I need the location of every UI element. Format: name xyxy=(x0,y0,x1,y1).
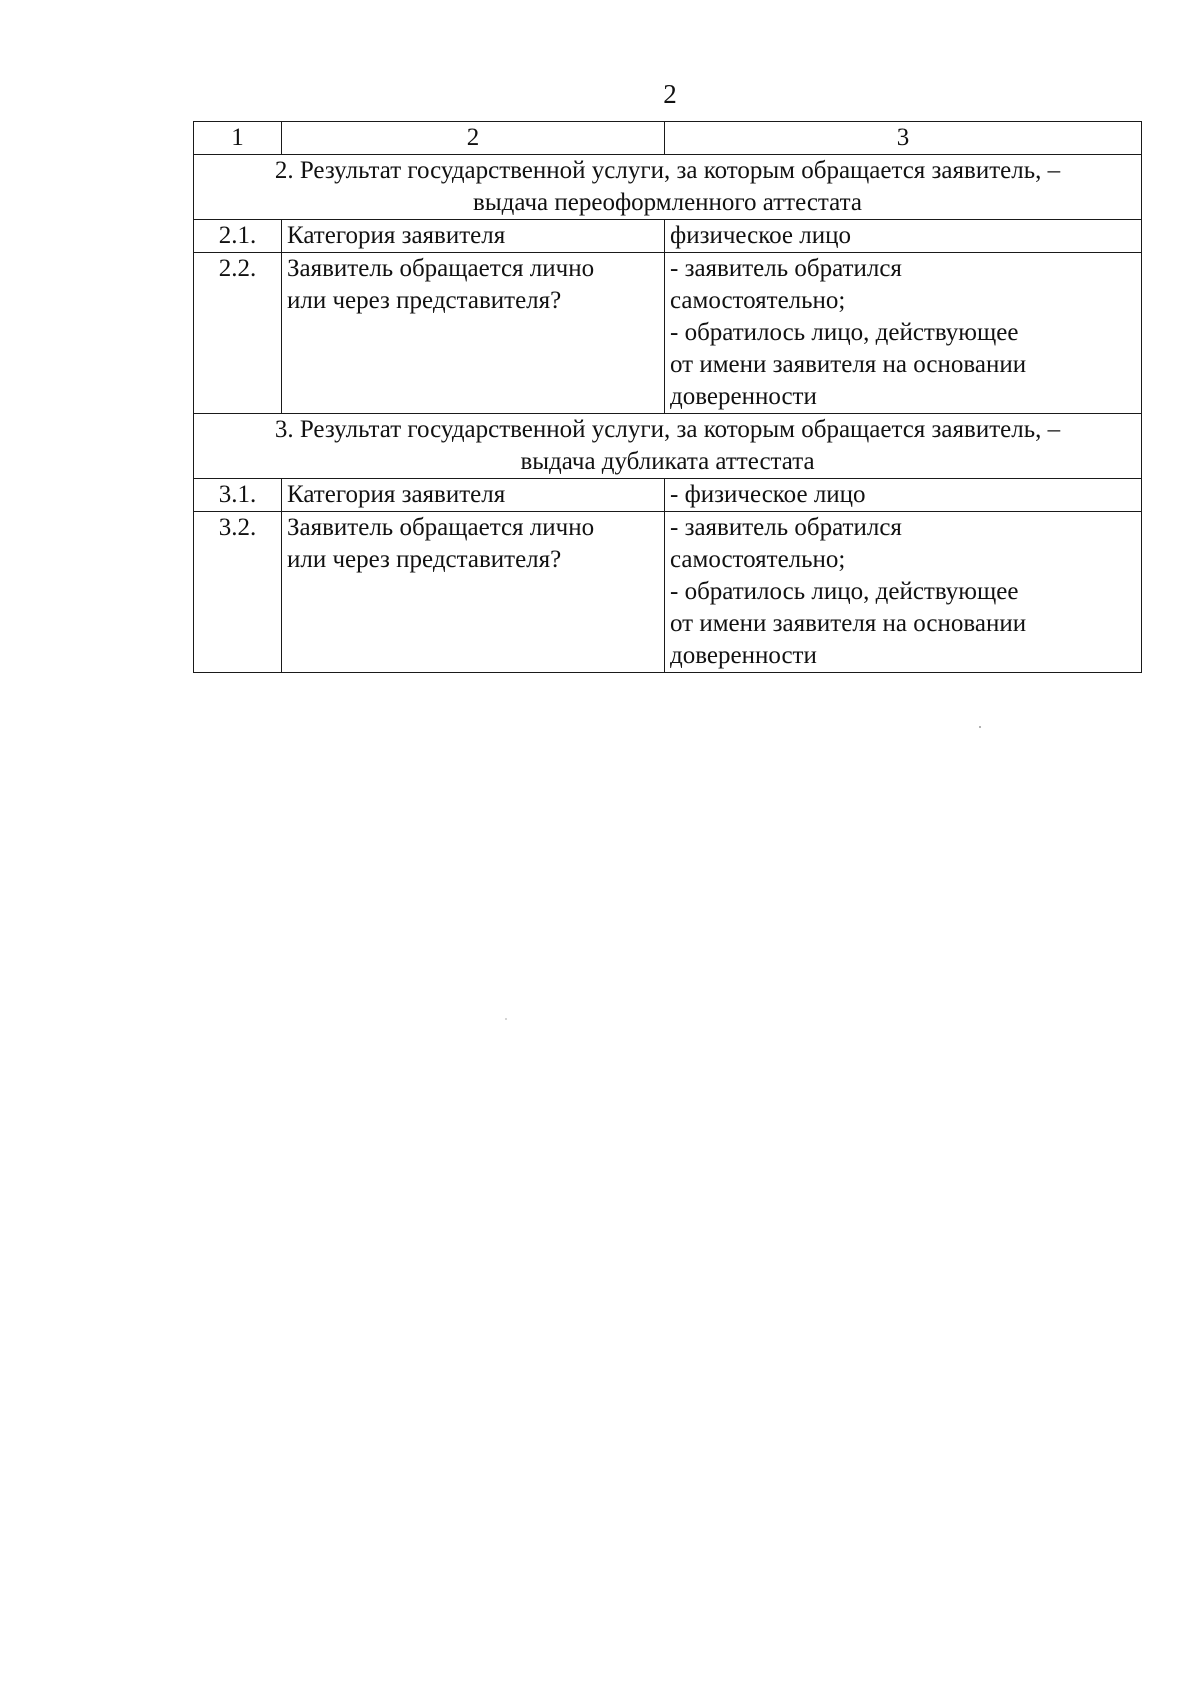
section-title-line: 3. Результат государственной услуги, за которым обращается заявитель, – xyxy=(274,416,1061,443)
answer-line: - физическое лицо xyxy=(670,481,866,508)
row-answer xyxy=(665,479,1142,512)
section-row xyxy=(194,155,1142,220)
services-table xyxy=(193,121,1142,673)
answer-line: от имени заявителя на основании xyxy=(670,610,1027,637)
table-row xyxy=(194,253,1142,414)
header-cell-2: 2 xyxy=(282,122,665,155)
header-cell-3: 3 xyxy=(665,122,1142,155)
row-question xyxy=(282,479,665,512)
question-line: Категория заявителя xyxy=(287,222,506,249)
answer-line: - обратилось лицо, действующее xyxy=(670,578,1019,605)
row-index: 2.1. xyxy=(194,220,282,253)
section-title-line: 2. Результат государственной услуги, за которым обращается заявитель, – xyxy=(274,157,1061,184)
question-line: Заявитель обращается лично xyxy=(287,255,595,282)
question-line: Категория заявителя xyxy=(287,481,506,508)
section-title xyxy=(194,414,1142,479)
page-number: 2 xyxy=(663,79,677,109)
row-answer xyxy=(665,512,1142,673)
row-index: 2.2. xyxy=(194,253,282,414)
answer-line: самостоятельно; xyxy=(670,546,846,573)
section-title xyxy=(194,155,1142,220)
answer-line: физическое лицо xyxy=(670,222,851,249)
row-answer xyxy=(665,220,1142,253)
row-question xyxy=(282,253,665,414)
row-question xyxy=(282,512,665,673)
row-index: 3.1. xyxy=(194,479,282,512)
header-cell-1: 1 xyxy=(194,122,282,155)
question-line: Заявитель обращается лично xyxy=(287,514,595,541)
table-row xyxy=(194,220,1142,253)
scan-speck xyxy=(979,726,981,728)
answer-line: от имени заявителя на основании xyxy=(670,351,1027,378)
row-index: 3.2. xyxy=(194,512,282,673)
answer-line: - заявитель обратился xyxy=(670,255,902,282)
question-line: или через представителя? xyxy=(287,546,562,573)
table-row xyxy=(194,479,1142,512)
section-title-line: выдача дубликата аттестата xyxy=(520,448,815,475)
header-row xyxy=(194,122,1142,155)
table-row xyxy=(194,512,1142,673)
section-row xyxy=(194,414,1142,479)
section-title-line: выдача переоформленного аттестата xyxy=(473,189,862,216)
row-answer xyxy=(665,253,1142,414)
answer-line: доверенности xyxy=(670,383,817,410)
answer-line: - обратилось лицо, действующее xyxy=(670,319,1019,346)
scan-speck xyxy=(505,1018,507,1020)
answer-line: доверенности xyxy=(670,642,817,669)
answer-line: - заявитель обратился xyxy=(670,514,902,541)
question-line: или через представителя? xyxy=(287,287,562,314)
row-question xyxy=(282,220,665,253)
answer-line: самостоятельно; xyxy=(670,287,846,314)
